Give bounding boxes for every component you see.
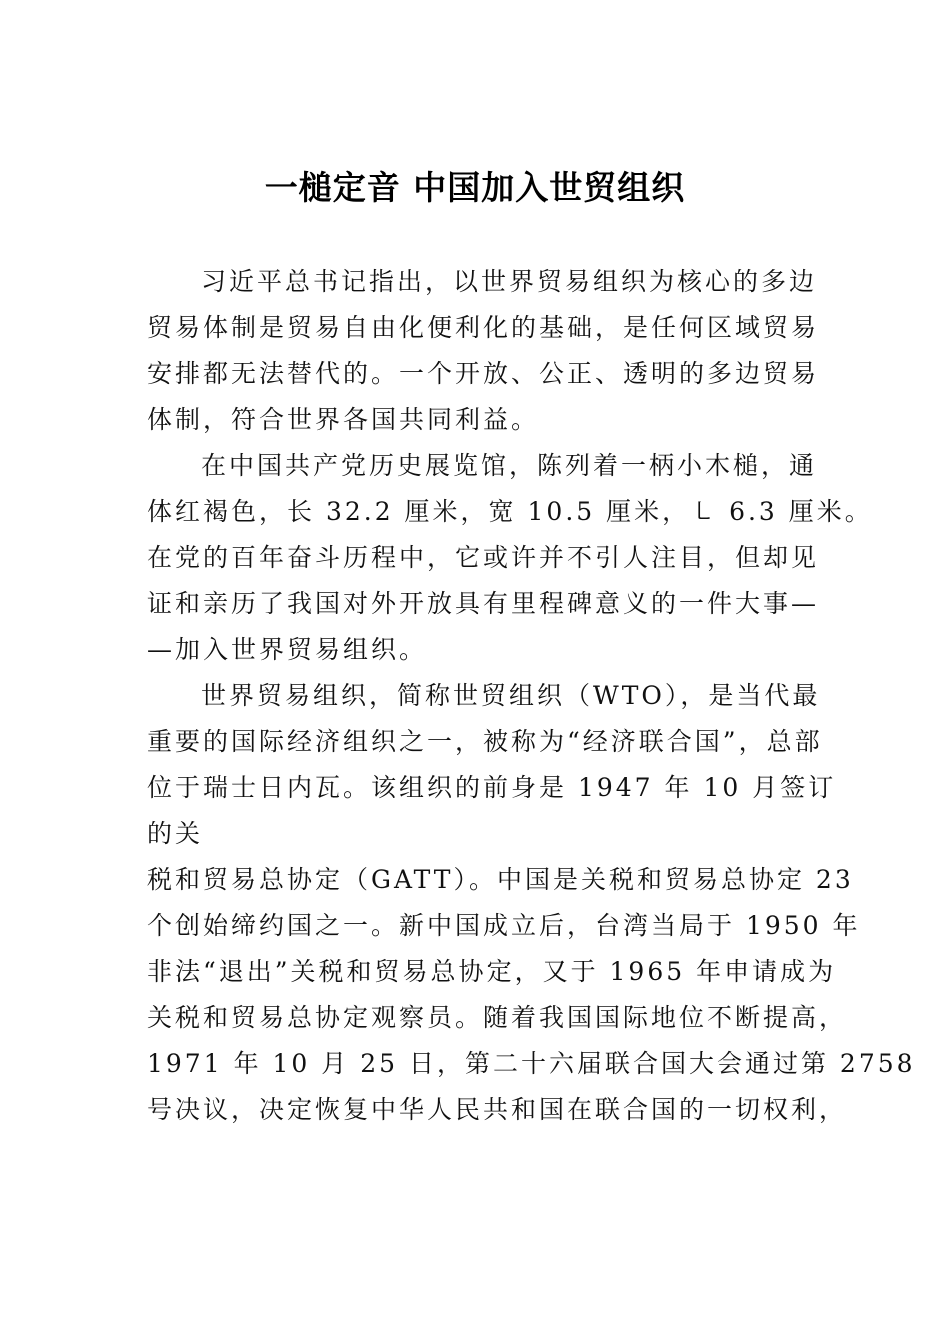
paragraph-line: 在中国共产党历史展览馆，陈列着一柄小木槌，通 [201,451,818,480]
paragraph-line: 位于瑞士日内瓦。该组织的前身是 1947 年 10 月签订 [147,773,837,802]
paragraph-line: 在党的百年奋斗历程中，它或许并不引人注目，但却见 [147,543,820,572]
paragraph-line: 的关 [147,819,204,848]
paragraph-line: —加入世界贸易组织。 [147,635,428,664]
paragraph-line: 非法“退出”关税和贸易总协定，又于 1965 年申请成为 [147,957,837,986]
paragraph-line: 重要的国际经济组织之一，被称为“经济联合国”，总部 [147,727,823,756]
paragraph-line: 个创始缔约国之一。新中国成立后，台湾当局于 1950 年 [147,911,861,940]
document-title: 一槌定音 中国加入世贸组织 [264,168,686,207]
paragraph-line: 习近平总书记指出，以世界贸易组织为核心的多边 [201,267,818,296]
paragraph-line: 世界贸易组织，简称世贸组织（WTO），是当代最 [201,681,821,710]
paragraph-line: 体制，符合世界各国共同利益。 [147,405,540,434]
paragraph-line: 贸易体制是贸易自由化便利化的基础，是任何区域贸易 [147,313,820,342]
paragraph-line: 税和贸易总协定（GATT）。中国是关税和贸易总协定 23 [147,865,854,894]
paragraph-line: 1971 年 10 月 25 日，第二十六届联合国大会通过第 2758 [147,1049,916,1078]
paragraph-line: 安排都无法替代的。一个开放、公正、透明的多边贸易 [147,359,820,388]
document-body [147,259,916,1133]
paragraph-line: 证和亲历了我国对外开放具有里程碑意义的一件大事— [147,589,820,618]
paragraph-line: 体红褐色，长 32.2 厘米，宽 10.5 厘米，㇄ 6.3 厘米。 [147,497,873,526]
paragraph-line: 关税和贸易总协定观察员。随着我国国际地位不断提高， [147,1003,848,1032]
paragraph-line: 号决议，决定恢复中华人民共和国在联合国的一切权利， [147,1095,848,1124]
